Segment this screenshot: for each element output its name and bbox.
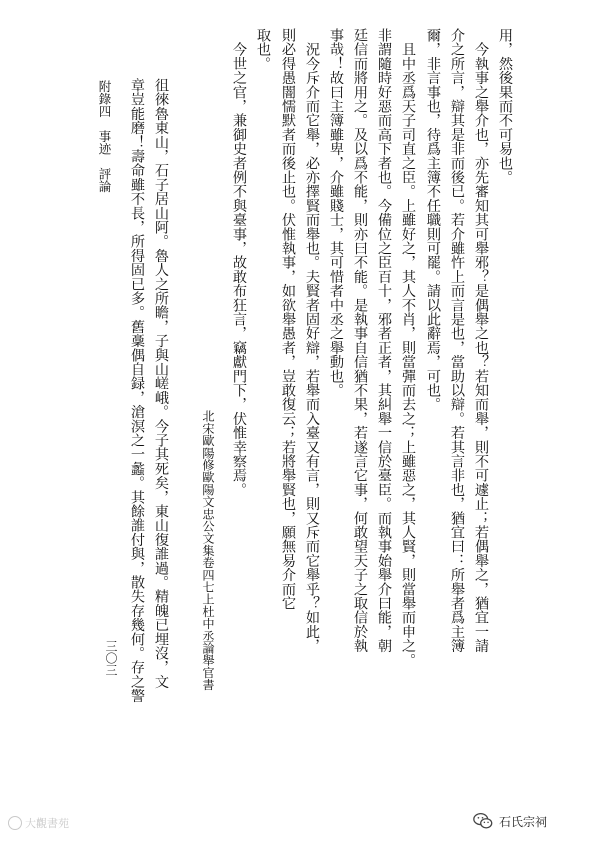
page-number: 三〇三 bbox=[104, 640, 118, 676]
watermark-left bbox=[8, 814, 69, 832]
wechat-account-name: 石氏宗祠 bbox=[499, 814, 548, 829]
citation: 北宋歐陽修歐陽文忠公文集卷四七上杜中丞論舉官書 bbox=[201, 410, 215, 691]
text-column-7: 廷信而將用之。及以爲不能，則亦曰不能。是執事自信猶不果，若遂言它事，何敢望天子之取信於執 bbox=[352, 28, 368, 653]
text-column-8: 事哉！故曰主簿雖卑，介雖賤士，其可惜者中丞之舉動也。 bbox=[328, 28, 344, 398]
poem-column-2: 章豈能磨！壽命雖不長，所得固已多。舊稾偶自録，滄溟之一蠡。其餘誰付與，散失存幾何。存之警 bbox=[129, 78, 145, 703]
text-column-3: 介之所言，辯其是非而後已。若介雖忤上而言是也，當助以辯。若其言非也，猶宜曰：所舉者爲主簿 bbox=[449, 28, 465, 653]
wechat-icon bbox=[472, 810, 494, 832]
wechat-watermark bbox=[470, 808, 553, 834]
text-column-6: 非謂隨時好惡而高下者也。今備位之臣百十，邪者正者，其糾舉一信於臺臣。而執事始舉介曰能，朝 bbox=[376, 28, 392, 653]
watermark-logo-icon bbox=[8, 816, 22, 830]
text-column-1: 用，然後果而不可易也。 bbox=[497, 28, 513, 185]
text-column-11: 取也。 bbox=[255, 28, 271, 71]
text-column-9: 況今斥介而它舉，必亦擇賢而舉也。夫賢者固好辯，若舉而入臺又有言，則又斥而它舉乎？如此， bbox=[304, 28, 320, 653]
text-column-2: 今執事之舉介也，亦先審知其可舉邪？是偶舉之也？若知而舉，則不可遽止；若偶舉之，猶宜一請 bbox=[473, 28, 489, 653]
watermark-left-text: 大觀書苑 bbox=[25, 817, 69, 830]
running-header: 附錄四 事迹 評論 bbox=[97, 80, 112, 193]
text-column-4: 爾，非言事也，待爲主簿不任職則可罷。請以此辭焉，可也。 bbox=[425, 28, 441, 412]
text-column-12: 今世之官，兼御史者例不與臺事，故敢布狂言，竊獻門下，伏惟幸察焉。 bbox=[231, 28, 247, 497]
text-column-10: 則必得愚闇懦默者而後止也。伏惟執事，如欲舉愚者，豈敢復云；若將舉賢也，願無易介而它 bbox=[280, 28, 296, 611]
text-column-5: 且中丞爲天子司直之臣。上雖好之，其人不肖，則當彈而去之；上雖惡之，其人賢，則當舉而申之。 bbox=[400, 28, 416, 667]
poem-column-1: 徂徠魯東山，石子居山阿。魯人之所瞻，子與山嵯峨。今子其死矣，東山復誰過。精魄已埋沒，文 bbox=[153, 78, 169, 689]
